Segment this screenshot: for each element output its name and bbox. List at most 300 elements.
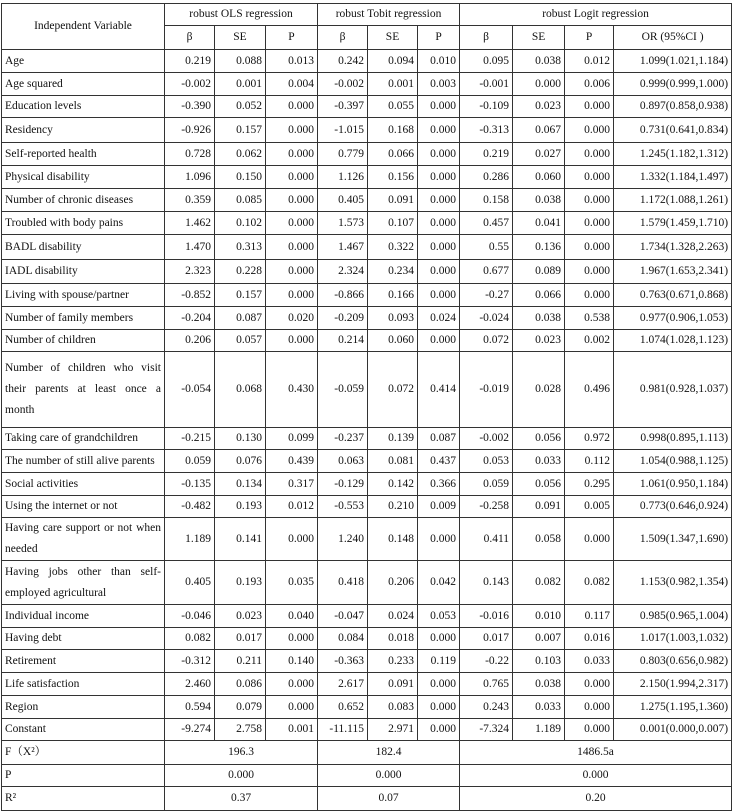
ols-beta-cell: -0.204 — [165, 307, 215, 330]
variable-name: BADL disability — [2, 235, 165, 260]
tobit-beta-cell: -0.002 — [318, 73, 368, 96]
ols-beta-cell: -9.274 — [165, 719, 215, 741]
ols-p-cell: 0.013 — [266, 50, 318, 73]
tobit-beta-cell: -0.209 — [318, 307, 368, 330]
table-row — [2, 260, 732, 284]
table-row — [2, 673, 732, 696]
ols-se-header: SE — [215, 26, 266, 50]
logit-beta-cell: -0.001 — [460, 73, 513, 96]
tobit-stat-value: 0.000 — [318, 765, 460, 787]
ols-se-cell: 0.068 — [215, 352, 266, 428]
logit-p-cell: 0.295 — [565, 473, 614, 496]
logit-p-cell: 0.000 — [565, 518, 614, 561]
tobit-se-cell: 0.107 — [368, 212, 418, 235]
ols-beta-cell: -0.002 — [165, 73, 215, 96]
logit-beta-cell: -0.313 — [460, 118, 513, 143]
tobit-beta-cell: -0.129 — [318, 473, 368, 496]
ols-se-cell: 0.085 — [215, 189, 266, 212]
variable-name: Number of family members — [2, 307, 165, 330]
ols-se-cell: 0.062 — [215, 143, 266, 166]
tobit-se-cell: 0.322 — [368, 235, 418, 260]
logit-se-cell: 0.038 — [513, 673, 565, 696]
table-row — [2, 212, 732, 235]
logit-p-cell: 0.972 — [565, 428, 614, 450]
logit-or-cell: 1.172(1.088,1.261) — [614, 189, 732, 212]
logit-se-cell: 0.041 — [513, 212, 565, 235]
table-row — [2, 284, 732, 307]
tobit-p-cell: 0.000 — [418, 118, 460, 143]
logit-or-cell: 0.981(0.928,1.037) — [614, 352, 732, 428]
ols-p-cell: 0.000 — [266, 166, 318, 189]
tobit-p-cell: 0.000 — [418, 143, 460, 166]
ols-se-cell: 0.193 — [215, 496, 266, 518]
ols-se-cell: 0.211 — [215, 650, 266, 673]
tobit-se-cell: 0.233 — [368, 650, 418, 673]
independent-variable-header: Independent Variable — [2, 4, 165, 50]
ols-p-cell: 0.140 — [266, 650, 318, 673]
logit-p-cell: 0.000 — [565, 96, 614, 118]
regression-table — [1, 3, 732, 811]
logit-beta-cell: 0.411 — [460, 518, 513, 561]
variable-name: IADL disability — [2, 260, 165, 284]
ols-se-cell: 0.150 — [215, 166, 266, 189]
ols-beta-cell: 0.082 — [165, 628, 215, 650]
variable-name: Using the internet or not — [2, 496, 165, 518]
table-row — [2, 605, 732, 628]
tobit-beta-cell: 2.324 — [318, 260, 368, 284]
logit-se-cell: 0.010 — [513, 605, 565, 628]
ols-p-cell: 0.000 — [266, 628, 318, 650]
logit-beta-cell: -0.002 — [460, 428, 513, 450]
logit-beta-cell: -0.22 — [460, 650, 513, 673]
logit-se-cell: 0.066 — [513, 284, 565, 307]
tobit-p-cell: 0.000 — [418, 719, 460, 741]
ols-beta-cell: -0.852 — [165, 284, 215, 307]
table-row — [2, 719, 732, 741]
tobit-p-cell: 0.042 — [418, 561, 460, 605]
logit-beta-cell: 0.243 — [460, 696, 513, 719]
logit-or-cell: 0.977(0.906,1.053) — [614, 307, 732, 330]
logit-se-cell: 0.038 — [513, 307, 565, 330]
tobit-beta-cell: -0.363 — [318, 650, 368, 673]
tobit-se-cell: 0.210 — [368, 496, 418, 518]
logit-beta-cell: -0.016 — [460, 605, 513, 628]
ols-beta-cell: 0.206 — [165, 330, 215, 352]
tobit-beta-cell: 1.126 — [318, 166, 368, 189]
ols-stat-value: 196.3 — [165, 741, 318, 765]
tobit-p-cell: 0.000 — [418, 673, 460, 696]
ols-beta-cell: 0.405 — [165, 561, 215, 605]
ols-se-cell: 0.057 — [215, 330, 266, 352]
ols-p-cell: 0.000 — [266, 696, 318, 719]
logit-p-cell: 0.000 — [565, 143, 614, 166]
logit-se-cell: 0.028 — [513, 352, 565, 428]
tobit-se-header: SE — [368, 26, 418, 50]
tobit-p-cell: 0.000 — [418, 330, 460, 352]
ols-se-cell: 0.102 — [215, 212, 266, 235]
ols-beta-cell: 0.594 — [165, 696, 215, 719]
logit-beta-cell: 0.143 — [460, 561, 513, 605]
ols-beta-cell: 1.470 — [165, 235, 215, 260]
logit-or-cell: 0.985(0.965,1.004) — [614, 605, 732, 628]
ols-se-cell: 0.086 — [215, 673, 266, 696]
logit-se-cell: 0.067 — [513, 118, 565, 143]
logit-se-cell: 0.023 — [513, 96, 565, 118]
ols-p-cell: 0.439 — [266, 450, 318, 473]
logit-p-cell: 0.000 — [565, 696, 614, 719]
table-row — [2, 118, 732, 143]
table-row — [2, 189, 732, 212]
tobit-beta-cell: 0.405 — [318, 189, 368, 212]
logit-se-cell: 0.136 — [513, 235, 565, 260]
ols-se-cell: 0.088 — [215, 50, 266, 73]
variable-name: Having jobs other than self-employed agricultural — [2, 561, 165, 605]
tobit-beta-cell: 2.617 — [318, 673, 368, 696]
tobit-p-cell: 0.003 — [418, 73, 460, 96]
ols-beta-cell: -0.215 — [165, 428, 215, 450]
logit-se-header: SE — [513, 26, 565, 50]
tobit-stat-value: 182.4 — [318, 741, 460, 765]
logit-p-cell: 0.016 — [565, 628, 614, 650]
table-row — [2, 96, 732, 118]
ols-stat-value: 0.000 — [165, 765, 318, 787]
logit-se-cell: 0.056 — [513, 428, 565, 450]
variable-name: Residency — [2, 118, 165, 143]
variable-name: Taking care of grandchildren — [2, 428, 165, 450]
ols-beta-cell: 1.462 — [165, 212, 215, 235]
table-row — [2, 73, 732, 96]
ols-p-cell: 0.000 — [266, 189, 318, 212]
ols-se-cell: 0.087 — [215, 307, 266, 330]
ols-beta-cell: -0.312 — [165, 650, 215, 673]
logit-p-cell: 0.082 — [565, 561, 614, 605]
ols-se-cell: 0.076 — [215, 450, 266, 473]
logit-or-cell: 0.773(0.646,0.924) — [614, 496, 732, 518]
logit-beta-cell: 0.072 — [460, 330, 513, 352]
tobit-p-cell: 0.000 — [418, 235, 460, 260]
ols-beta-cell: 0.359 — [165, 189, 215, 212]
tobit-se-cell: 0.055 — [368, 96, 418, 118]
tobit-se-cell: 0.060 — [368, 330, 418, 352]
tobit-se-cell: 0.094 — [368, 50, 418, 73]
variable-name: Having debt — [2, 628, 165, 650]
logit-se-cell: 0.056 — [513, 473, 565, 496]
logit-p-cell: 0.000 — [565, 235, 614, 260]
tobit-beta-cell: 0.084 — [318, 628, 368, 650]
ols-p-cell: 0.004 — [266, 73, 318, 96]
ols-beta-cell: 0.059 — [165, 450, 215, 473]
tobit-se-cell: 0.168 — [368, 118, 418, 143]
tobit-se-cell: 0.024 — [368, 605, 418, 628]
logit-beta-cell: -0.109 — [460, 96, 513, 118]
tobit-stat-value: 0.07 — [318, 787, 460, 811]
ols-se-cell: 0.193 — [215, 561, 266, 605]
logit-beta-cell: 0.095 — [460, 50, 513, 73]
tobit-beta-cell: 1.467 — [318, 235, 368, 260]
logit-se-cell: 0.103 — [513, 650, 565, 673]
tobit-beta-cell: -0.047 — [318, 605, 368, 628]
tobit-beta-cell: -0.397 — [318, 96, 368, 118]
tobit-se-cell: 0.139 — [368, 428, 418, 450]
tobit-p-cell: 0.414 — [418, 352, 460, 428]
ols-p-cell: 0.035 — [266, 561, 318, 605]
logit-se-cell: 0.000 — [513, 73, 565, 96]
table-row — [2, 450, 732, 473]
logit-p-cell: 0.005 — [565, 496, 614, 518]
logit-p-cell: 0.000 — [565, 118, 614, 143]
logit-beta-cell: 0.053 — [460, 450, 513, 473]
tobit-beta-cell: 0.779 — [318, 143, 368, 166]
table-row — [2, 143, 732, 166]
logit-stat-value: 1486.5a — [460, 741, 732, 765]
logit-se-cell: 0.033 — [513, 696, 565, 719]
tobit-p-header: P — [418, 26, 460, 50]
tobit-p-cell: 0.000 — [418, 518, 460, 561]
tobit-se-cell: 0.156 — [368, 166, 418, 189]
logit-or-cell: 1.734(1.328,2.263) — [614, 235, 732, 260]
tobit-se-cell: 0.093 — [368, 307, 418, 330]
ols-p-cell: 0.000 — [266, 235, 318, 260]
tobit-p-cell: 0.437 — [418, 450, 460, 473]
ols-beta-cell: -0.054 — [165, 352, 215, 428]
tobit-se-cell: 0.072 — [368, 352, 418, 428]
variable-name: The number of still alive parents — [2, 450, 165, 473]
variable-name: Physical disability — [2, 166, 165, 189]
tobit-beta-header: β — [318, 26, 368, 50]
tobit-beta-cell: -0.866 — [318, 284, 368, 307]
stats-row — [2, 787, 732, 811]
ols-p-cell: 0.099 — [266, 428, 318, 450]
variable-name: Troubled with body pains — [2, 212, 165, 235]
table-row — [2, 518, 732, 561]
ols-p-cell: 0.430 — [266, 352, 318, 428]
ols-p-cell: 0.000 — [266, 212, 318, 235]
ols-p-cell: 0.000 — [266, 330, 318, 352]
logit-se-cell: 0.007 — [513, 628, 565, 650]
tobit-se-cell: 0.066 — [368, 143, 418, 166]
tobit-se-cell: 0.234 — [368, 260, 418, 284]
tobit-beta-cell: -0.553 — [318, 496, 368, 518]
ols-p-cell: 0.040 — [266, 605, 318, 628]
logit-beta-cell: -0.27 — [460, 284, 513, 307]
tobit-beta-cell: 0.242 — [318, 50, 368, 73]
logit-stat-value: 0.000 — [460, 765, 732, 787]
ols-se-cell: 0.228 — [215, 260, 266, 284]
variable-name: Social activities — [2, 473, 165, 496]
logit-beta-cell: -0.019 — [460, 352, 513, 428]
table-row — [2, 330, 732, 352]
stats-body — [2, 741, 732, 811]
ols-beta-cell: 2.323 — [165, 260, 215, 284]
tobit-group-header: robust Tobit regression — [318, 4, 460, 26]
logit-se-cell: 0.027 — [513, 143, 565, 166]
tobit-se-cell: 0.001 — [368, 73, 418, 96]
ols-se-cell: 0.141 — [215, 518, 266, 561]
variable-name: Retirement — [2, 650, 165, 673]
tobit-se-cell: 0.142 — [368, 473, 418, 496]
ols-se-cell: 0.001 — [215, 73, 266, 96]
logit-or-cell: 2.150(1.994,2.317) — [614, 673, 732, 696]
table-row — [2, 352, 732, 428]
logit-beta-cell: 0.219 — [460, 143, 513, 166]
logit-p-cell: 0.000 — [565, 260, 614, 284]
stats-row — [2, 765, 732, 787]
logit-or-cell: 0.001(0.000,0.007) — [614, 719, 732, 741]
variable-name: Living with spouse/partner — [2, 284, 165, 307]
logit-beta-cell: 0.059 — [460, 473, 513, 496]
variable-name: Individual income — [2, 605, 165, 628]
tobit-se-cell: 0.166 — [368, 284, 418, 307]
tobit-p-cell: 0.053 — [418, 605, 460, 628]
ols-beta-cell: 1.189 — [165, 518, 215, 561]
tobit-p-cell: 0.087 — [418, 428, 460, 450]
logit-p-cell: 0.000 — [565, 212, 614, 235]
tobit-p-cell: 0.000 — [418, 166, 460, 189]
logit-p-cell: 0.000 — [565, 284, 614, 307]
tobit-p-cell: 0.119 — [418, 650, 460, 673]
ols-se-cell: 0.134 — [215, 473, 266, 496]
variable-name: Having care support or not when needed — [2, 518, 165, 561]
logit-beta-cell: -0.258 — [460, 496, 513, 518]
ols-beta-cell: -0.926 — [165, 118, 215, 143]
table-row — [2, 235, 732, 260]
ols-p-cell: 0.000 — [266, 673, 318, 696]
ols-beta-cell: 0.728 — [165, 143, 215, 166]
ols-p-cell: 0.000 — [266, 284, 318, 307]
logit-or-cell: 0.897(0.858,0.938) — [614, 96, 732, 118]
logit-se-cell: 0.091 — [513, 496, 565, 518]
logit-se-cell: 0.033 — [513, 450, 565, 473]
logit-beta-cell: 0.017 — [460, 628, 513, 650]
logit-beta-header: β — [460, 26, 513, 50]
ols-beta-cell: -0.390 — [165, 96, 215, 118]
variable-name: Self-reported health — [2, 143, 165, 166]
variable-name: Number of children who visit their parents at least once a month — [2, 352, 165, 428]
logit-beta-cell: 0.55 — [460, 235, 513, 260]
ols-p-cell: 0.000 — [266, 260, 318, 284]
tobit-beta-cell: 1.240 — [318, 518, 368, 561]
ols-se-cell: 0.313 — [215, 235, 266, 260]
tobit-p-cell: 0.024 — [418, 307, 460, 330]
ols-p-cell: 0.001 — [266, 719, 318, 741]
table-body — [2, 50, 732, 741]
logit-p-header: P — [565, 26, 614, 50]
tobit-se-cell: 2.971 — [368, 719, 418, 741]
ols-beta-cell: 2.460 — [165, 673, 215, 696]
table-row — [2, 650, 732, 673]
ols-p-cell: 0.000 — [266, 143, 318, 166]
ols-se-cell: 0.017 — [215, 628, 266, 650]
logit-p-cell: 0.117 — [565, 605, 614, 628]
logit-or-cell: 1.275(1.195,1.360) — [614, 696, 732, 719]
logit-p-cell: 0.006 — [565, 73, 614, 96]
tobit-beta-cell: -0.237 — [318, 428, 368, 450]
table-row — [2, 696, 732, 719]
table-row — [2, 496, 732, 518]
tobit-p-cell: 0.000 — [418, 696, 460, 719]
logit-se-cell: 0.058 — [513, 518, 565, 561]
logit-or-cell: 0.999(0.999,1.000) — [614, 73, 732, 96]
ols-beta-cell: 0.219 — [165, 50, 215, 73]
variable-name: Number of children — [2, 330, 165, 352]
ols-p-cell: 0.000 — [266, 518, 318, 561]
tobit-p-cell: 0.000 — [418, 96, 460, 118]
logit-or-cell: 1.332(1.184,1.497) — [614, 166, 732, 189]
logit-p-cell: 0.012 — [565, 50, 614, 73]
tobit-beta-cell: 1.573 — [318, 212, 368, 235]
logit-beta-cell: 0.286 — [460, 166, 513, 189]
variable-name: Life satisfaction — [2, 673, 165, 696]
logit-beta-cell: 0.457 — [460, 212, 513, 235]
logit-p-cell: 0.112 — [565, 450, 614, 473]
stats-row — [2, 741, 732, 765]
ols-se-cell: 0.023 — [215, 605, 266, 628]
tobit-beta-cell: -1.015 — [318, 118, 368, 143]
ols-stat-value: 0.37 — [165, 787, 318, 811]
logit-se-cell: 0.082 — [513, 561, 565, 605]
logit-beta-cell: 0.158 — [460, 189, 513, 212]
logit-p-cell: 0.000 — [565, 719, 614, 741]
tobit-beta-cell: 0.214 — [318, 330, 368, 352]
tobit-p-cell: 0.000 — [418, 212, 460, 235]
stat-name: R² — [2, 787, 165, 811]
logit-se-cell: 0.038 — [513, 50, 565, 73]
logit-se-cell: 0.089 — [513, 260, 565, 284]
logit-stat-value: 0.20 — [460, 787, 732, 811]
tobit-se-cell: 0.018 — [368, 628, 418, 650]
ols-beta-cell: -0.135 — [165, 473, 215, 496]
logit-or-cell: 1.061(0.950,1.184) — [614, 473, 732, 496]
table-row — [2, 428, 732, 450]
logit-se-cell: 0.060 — [513, 166, 565, 189]
tobit-p-cell: 0.000 — [418, 284, 460, 307]
stat-name: P — [2, 765, 165, 787]
logit-group-header: robust Logit regression — [460, 4, 732, 26]
tobit-beta-cell: -0.059 — [318, 352, 368, 428]
ols-group-header: robust OLS regression — [165, 4, 318, 26]
tobit-se-cell: 0.148 — [368, 518, 418, 561]
ols-p-cell: 0.000 — [266, 96, 318, 118]
table-row — [2, 628, 732, 650]
tobit-p-cell: 0.000 — [418, 628, 460, 650]
ols-p-cell: 0.012 — [266, 496, 318, 518]
ols-p-header: P — [266, 26, 318, 50]
ols-se-cell: 0.157 — [215, 284, 266, 307]
logit-or-cell: 0.763(0.671,0.868) — [614, 284, 732, 307]
logit-or-cell: 0.998(0.895,1.113) — [614, 428, 732, 450]
logit-p-cell: 0.000 — [565, 166, 614, 189]
tobit-se-cell: 0.083 — [368, 696, 418, 719]
tobit-beta-cell: 0.652 — [318, 696, 368, 719]
logit-or-cell: 1.245(1.182,1.312) — [614, 143, 732, 166]
logit-or-cell: 1.967(1.653,2.341) — [614, 260, 732, 284]
ols-se-cell: 0.157 — [215, 118, 266, 143]
logit-or-cell: 1.074(1.028,1.123) — [614, 330, 732, 352]
logit-or-cell: 1.017(1.003,1.032) — [614, 628, 732, 650]
logit-p-cell: 0.000 — [565, 189, 614, 212]
table-row — [2, 166, 732, 189]
logit-beta-cell: 0.677 — [460, 260, 513, 284]
logit-se-cell: 0.023 — [513, 330, 565, 352]
logit-p-cell: 0.000 — [565, 673, 614, 696]
tobit-se-cell: 0.091 — [368, 189, 418, 212]
ols-se-cell: 0.079 — [215, 696, 266, 719]
ols-beta-cell: -0.046 — [165, 605, 215, 628]
variable-name: Age squared — [2, 73, 165, 96]
tobit-p-cell: 0.009 — [418, 496, 460, 518]
ols-beta-cell: 1.096 — [165, 166, 215, 189]
tobit-beta-cell: 0.418 — [318, 561, 368, 605]
